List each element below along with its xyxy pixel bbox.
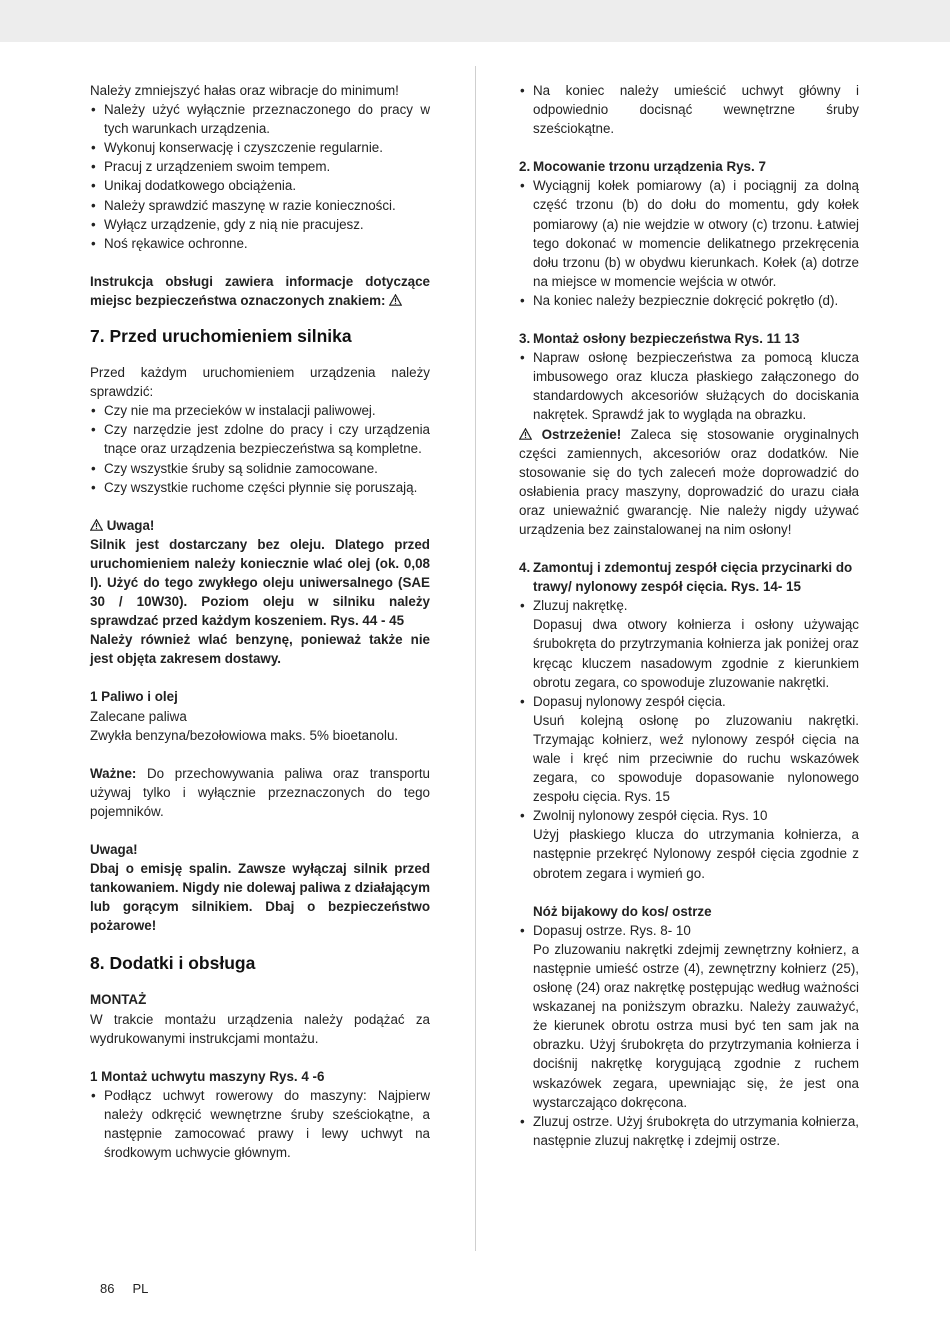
warning-triangle-icon	[519, 428, 532, 440]
warning-triangle-icon	[90, 519, 103, 531]
list-item: • Należy sprawdzić maszynę w razie konieczności.	[90, 196, 430, 215]
list-item: • Podłącz uchwyt rowerowy do maszyny: Najpierw należy odkręcić wewnętrzne śruby sześciokątne, a następnie zamocować prawy i lewy uchwyt na środkowym uchwycie głównym.	[90, 1086, 430, 1162]
right-column	[519, 81, 859, 1150]
list-item: • Na koniec należy bezpiecznie dokręcić pokrętło (d).	[519, 291, 859, 310]
list-item: • Dopasuj nylonowy zespół cięcia.	[519, 692, 859, 711]
guard-list	[519, 348, 859, 424]
list-item: • Czy narzędzie jest zdolne do pracy i czy urządzenia tnące oraz urządzenia bezpieczeństwa są kompletne.	[90, 420, 430, 458]
handle-final-list	[519, 81, 859, 138]
list-item: • Czy wszystkie śruby są solidnie zamocowane.	[90, 459, 430, 478]
emission-warning-text: Dbaj o emisję spalin. Zawsze wyłączaj silnik przed tankowaniem. Nigdy nie dolewaj paliwa z działającym lub gorącym silnikiem. Dbaj o bezpieczeństwo pożarowe!	[90, 861, 430, 934]
list-item: • Wyłącz urządzenie, gdy z nią nie pracujesz.	[90, 215, 430, 234]
uwaga-heading: Uwaga!	[90, 516, 430, 535]
intro-text: Należy zmniejszyć hałas oraz wibracje do minimum!	[90, 83, 399, 98]
top-bar	[0, 0, 950, 42]
list-item: • Zluzuj ostrze. Użyj śrubokręta do utrzymania kołnierza, następnie zluzuj nakrętkę i zdejmij ostrze.	[519, 1112, 859, 1150]
important-note: Ważne: Do przechowywania paliwa oraz transportu używaj tylko i wyłącznie przeznaczonych do tego pojemników.	[90, 765, 430, 819]
uwaga-2-heading: Uwaga!	[90, 842, 138, 857]
handle-list	[90, 1086, 430, 1162]
section-2-title: 2. Mocowanie trzonu urządzenia Rys. 7	[519, 159, 766, 175]
section-7-intro: Przed każdym uruchomieniem urządzenia należy sprawdzić:	[90, 365, 430, 400]
knife-title: Nóż bijakowy do kos/ ostrze	[533, 903, 712, 919]
warning-paragraph: Ostrzeżenie! Zaleca się stosowanie oryginalnych części zamiennych, akcesoriów oraz dodatków. Nie stosowanie się do tych zaleceń może doprowadzić do osłabienia pracy maszyny, doprowadzić do urazu ciała oraz unieważnić gwarancję. Nie należy nigdy używać urządzenia bez zainstalowanej na nim osłony!	[519, 426, 859, 537]
page-footer	[100, 1279, 166, 1298]
shaft-list	[519, 176, 859, 310]
sub-paragraph: Użyj płaskiego klucza do utrzymania kołnierza, a następnie przekręć Nylonowy zespół cięcia zgodnie z obrotem zegara i wymień go.	[533, 827, 859, 881]
column-divider	[475, 66, 476, 1251]
manual-note: Instrukcja obsługi zawiera informacje dotyczące miejsc bezpieczeństwa oznaczonych znakiem:	[90, 273, 430, 308]
list-item: • Noś rękawice ochronne.	[90, 234, 430, 253]
cutting-unit-list	[519, 596, 859, 615]
warning-triangle-icon	[389, 294, 402, 306]
list-item: • Pracuj z urządzeniem swoim tempem.	[90, 157, 430, 176]
sub-paragraph: Usuń kolejną osłonę po zluzowaniu nakrętki. Trzymając kołnierz, weź nylonowy zespół cięcia na wale i kręć nim przeciwnie do ruchu wskazówek zegara, co spowoduje dopasowanie nylonowego zespołu cięcia. Rys. 15	[533, 712, 859, 805]
list-item: • Dopasuj ostrze. Rys. 8- 10	[519, 921, 859, 940]
knife-list-2	[519, 1112, 859, 1150]
fuel-line-2: Zwykła benzyna/bezołowiowa maks. 5% bioetanolu.	[90, 727, 399, 743]
knife-list	[519, 921, 859, 940]
list-item: • Czy nie ma przecieków w instalacji paliwowej.	[90, 401, 430, 420]
list-item: • Napraw osłonę bezpieczeństwa za pomocą klucza imbusowego oraz klucza płaskiego załączonego do standardowych akcesoriów służących do dociskania nakrętek. Sprawdź jak to wygląda na obrazku.	[519, 348, 859, 424]
list-item: • Wykonuj konserwację i czyszczenie regularnie.	[90, 138, 430, 157]
list-item: • Należy użyć wyłącznie przeznaczonego do pracy w tych warunkach urządzenia.	[90, 100, 430, 138]
sub-paragraph: Po zluzowaniu nakrętki zdejmij zewnętrzny kołnierz, a następnie umieść ostrze (4), zewnętrzny kołnierz (25), osłonę (24) oraz nakrętkę postępując według ważności wskazanej na poniższym obrazku. Należy zauważyć, że kierunek obrotu ostrza musi być ten sam jak na obrazku. Użyj śrubokręta do przytrzymania kołnierza i dociśnij nakrętkę korygującą zgodnie z ruchem wskazówek zegara, upewniając się, że jest ona wystarczająco dokręcona.	[533, 941, 859, 1110]
list-item: • Unikaj dodatkowego obciążenia.	[90, 176, 430, 195]
fuel-oil-title: 1 Paliwo i olej	[90, 689, 178, 705]
list-item: • Czy wszystkie ruchome części płynnie się poruszają.	[90, 478, 430, 497]
list-item: • Wyciągnij kołek pomiarowy (a) i pociągnij za dolną część trzonu (b) do dołu do momentu, gdy kołek pomiarowy (a) nie wejdzie w otwory (c) trzonu. Łatwiej tego dokonać w momencie delikatnego przekręcenia dołu trzonu (b) w obydwu kierunkach. Kołek (a) dotrze na miejsce w momencie wejścia w otwór.	[519, 176, 859, 291]
montaz-text: W trakcie montażu urządzenia należy podążać za wydrukowanymi instrukcjami montażu.	[90, 1011, 430, 1046]
list-item: • Zwolnij nylonowy zespół cięcia. Rys. 10	[519, 806, 859, 825]
handle-mount-title: 1 Montaż uchwytu maszyny Rys. 4 -6	[90, 1068, 325, 1084]
montaz-title: MONTAŻ	[90, 992, 147, 1008]
left-column	[90, 81, 430, 1162]
language-code: PL	[132, 1281, 149, 1296]
fuel-line-1: Zalecane paliwa	[90, 708, 187, 724]
safety-list	[90, 100, 430, 253]
list-item: • Zluzuj nakrętkę.	[519, 596, 859, 615]
check-list	[90, 401, 430, 496]
fuel-warning-text: Należy również wlać benzynę, ponieważ także nie jest objęta zakresem dostawy.	[90, 632, 430, 667]
sub-paragraph: Dopasuj dwa otwory kołnierza i osłony używając śrubokręta do przytrzymania kołnierza jak poniżej oraz kręcąc kluczem nasadowym zgodnie z kierunkiem obrotu zegara, co spowoduje zluzowanie nakrętki.	[533, 617, 859, 690]
section-7-title: 7. Przed uruchomieniem silnika	[90, 326, 352, 347]
page-number: 86	[100, 1281, 115, 1296]
oil-warning-text: Silnik jest dostarczany bez oleju. Dlatego przed uruchomieniem należy koniecznie wlać olej (ok. 0,08 l). Użyć do tego zwykłego oleju uniwersalnego (SAE 30 / 10W30). Poziom oleju w silniku należy sprawdzać przed każdym koszeniem. Rys. 44 - 45	[90, 536, 430, 629]
section-3-title: 3. Montaż osłony bezpieczeństwa Rys. 11 13	[519, 331, 800, 347]
section-8-title: 8. Dodatki i obsługa	[90, 953, 256, 974]
list-item: • Na koniec należy umieścić uchwyt główny i odpowiednio docisnąć wewnętrzne śruby sześciokątne.	[519, 81, 859, 138]
section-4-title: 4. Zamontuj i zdemontuj zespół cięcia przycinarki do trawy/ nylonowy zespół cięcia. Rys. 14- 15	[519, 560, 853, 595]
cutting-unit-list-3	[519, 806, 859, 825]
cutting-unit-list-2	[519, 692, 859, 711]
